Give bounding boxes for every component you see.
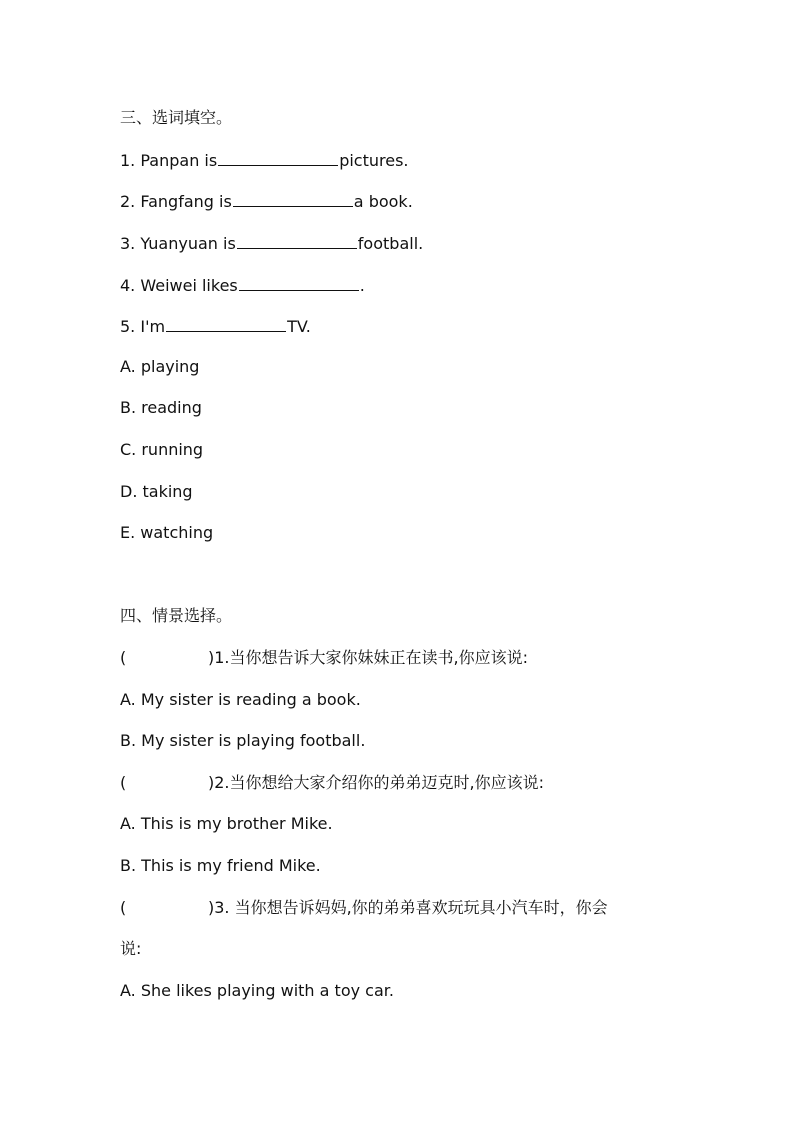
question-prompt: )1.当你想告诉大家你妹妹正在读书,你应该说: bbox=[208, 648, 528, 667]
choice-question-1 bbox=[120, 648, 528, 668]
question-text: a book. bbox=[353, 192, 413, 211]
answer-paren[interactable]: ( bbox=[120, 773, 127, 792]
answer-blank[interactable] bbox=[233, 190, 353, 207]
fill-question-3 bbox=[120, 232, 423, 254]
fill-question-4 bbox=[120, 274, 365, 296]
fill-question-2 bbox=[120, 190, 413, 212]
answer-blank[interactable] bbox=[218, 149, 338, 166]
answer-blank[interactable] bbox=[237, 232, 357, 249]
question-text: 2. Fangfang is bbox=[120, 192, 232, 211]
answer-blank[interactable] bbox=[239, 274, 359, 291]
answer-paren[interactable]: ( bbox=[120, 648, 127, 667]
question-text: 5. I'm bbox=[120, 317, 166, 336]
section3-heading: 三、选词填空。 bbox=[120, 108, 233, 127]
section4-heading: 四、情景选择。 bbox=[120, 606, 233, 625]
question-prompt: )3. 当你想告诉妈妈,你的弟弟喜欢玩玩具小汽车时，你会 bbox=[208, 898, 608, 917]
answer-paren[interactable]: ( bbox=[120, 898, 127, 917]
choice-question-3 bbox=[120, 898, 608, 918]
word-option-e: E. watching bbox=[120, 523, 214, 542]
question-prompt-continued: 说: bbox=[120, 939, 142, 958]
question-text: TV. bbox=[287, 317, 311, 336]
question-prompt: )2.当你想给大家介绍你的弟弟迈克时,你应该说: bbox=[208, 773, 544, 792]
question-text: . bbox=[359, 276, 365, 295]
question-text: pictures. bbox=[339, 151, 409, 170]
choice-option-a: A. She likes playing with a toy car. bbox=[120, 981, 394, 1000]
word-option-d: D. taking bbox=[120, 482, 193, 501]
question-text: 4. Weiwei likes bbox=[120, 276, 238, 295]
question-text: 3. Yuanyuan is bbox=[120, 234, 236, 253]
word-option-a: A. playing bbox=[120, 357, 200, 376]
choice-option-a: A. This is my brother Mike. bbox=[120, 814, 333, 833]
question-text: football. bbox=[357, 234, 424, 253]
word-option-c: C. running bbox=[120, 440, 204, 459]
word-option-b: B. reading bbox=[120, 398, 202, 417]
choice-question-2 bbox=[120, 773, 544, 793]
fill-question-1 bbox=[120, 149, 409, 171]
choice-option-b: B. This is my friend Mike. bbox=[120, 856, 321, 875]
choice-option-a: A. My sister is reading a book. bbox=[120, 690, 361, 709]
question-text: 1. Panpan is bbox=[120, 151, 218, 170]
choice-option-b: B. My sister is playing football. bbox=[120, 731, 366, 750]
answer-blank[interactable] bbox=[166, 315, 286, 332]
fill-question-5 bbox=[120, 315, 311, 337]
